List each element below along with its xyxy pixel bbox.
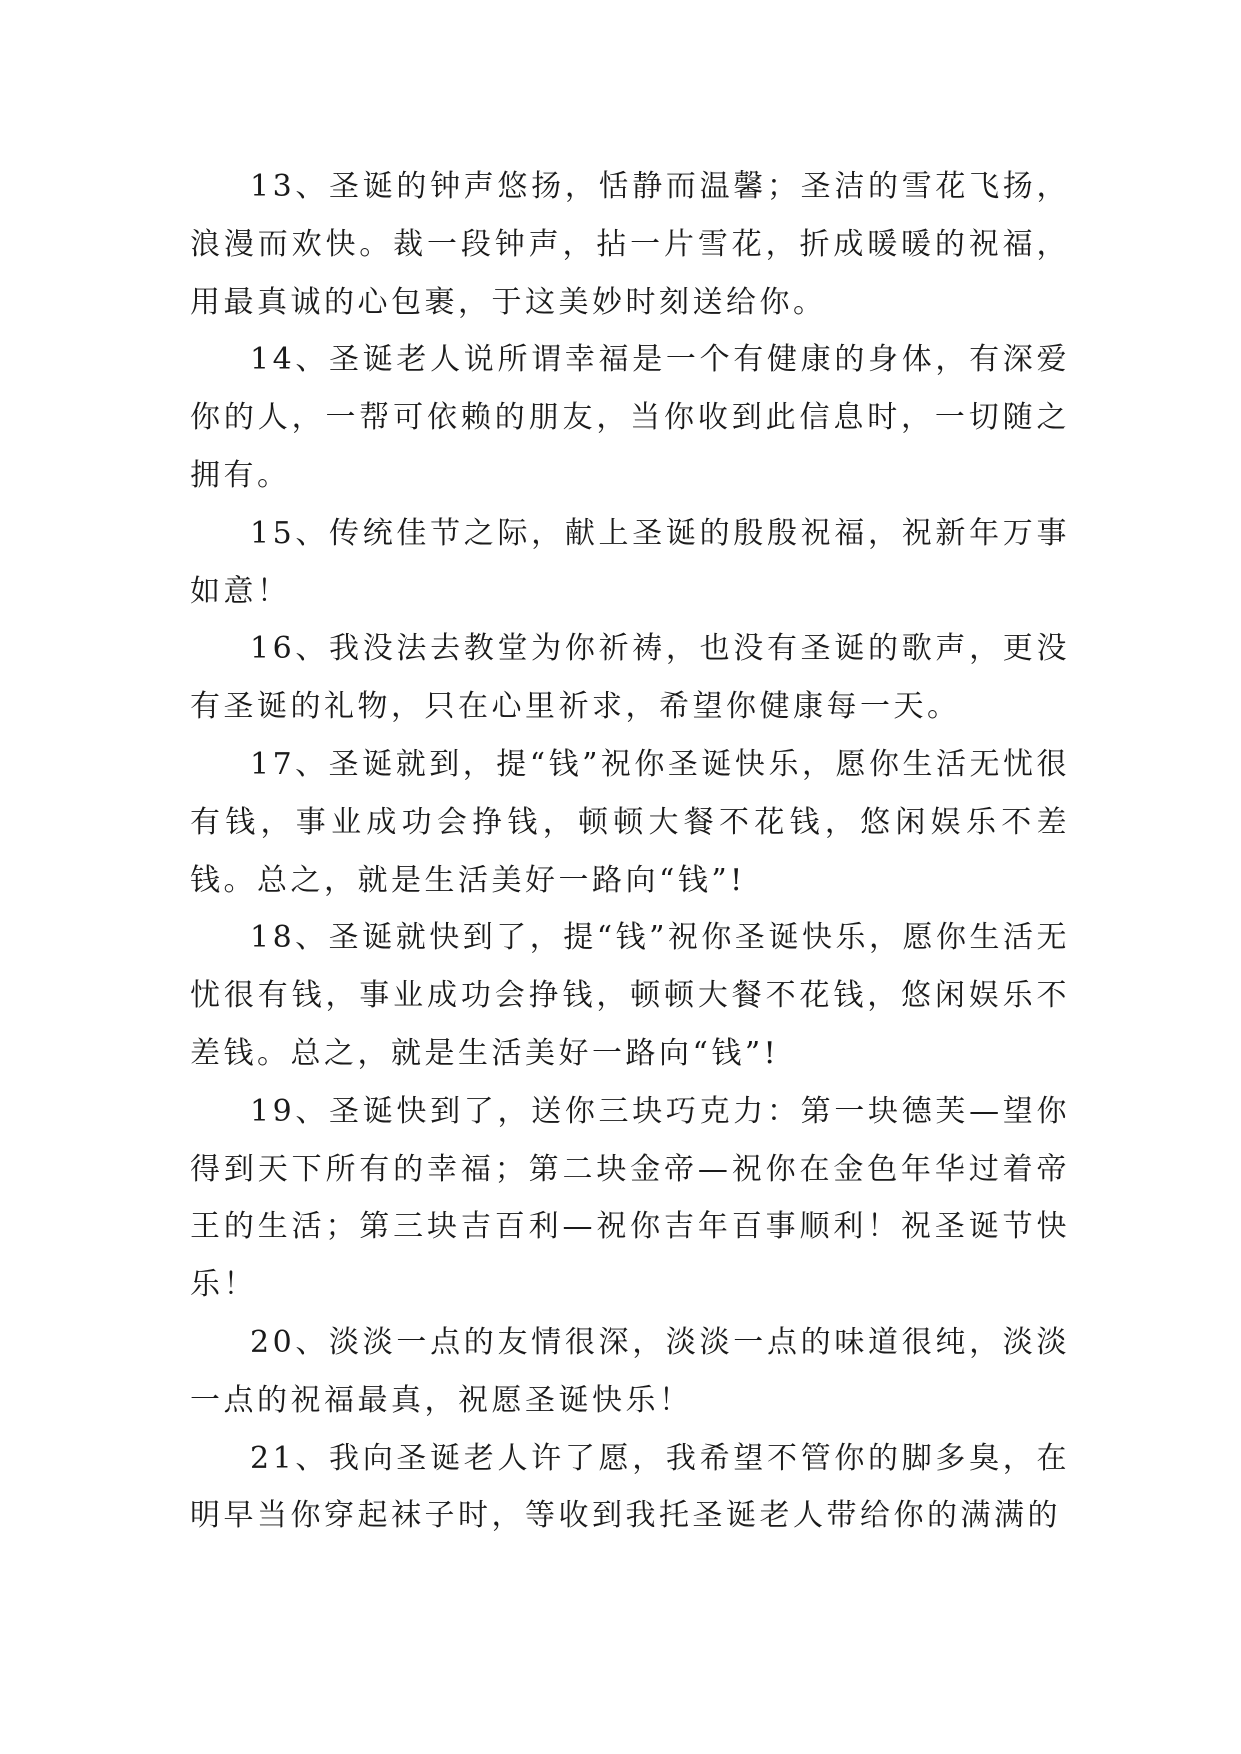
paragraph-19: 19、圣诞快到了，送你三块巧克力：第一块德芙—望你得到天下所有的幸福；第二块金帝—祝你在金色年华过着帝王的生活；第三块吉百利—祝你吉年百事顺利！祝圣诞节快乐！ [190,1093,1070,1303]
paragraph-13: 13、圣诞的钟声悠扬，恬静而温馨；圣洁的雪花飞扬，浪漫而欢快。裁一段钟声，拈一片雪花，折成暖暖的祝福，用最真诚的心包裹，于这美妙时刻送给你。 [190,169,1070,320]
paragraph-17: 17、圣诞就到，提“钱”祝你圣诞快乐，愿你生活无忧很有钱，事业成功会挣钱，顿顿大餐不花钱，悠闲娱乐不差钱。总之，就是生活美好一路向“钱”! [190,746,1070,898]
paragraph-16: 16、我没法去教堂为你祈祷，也没有圣诞的歌声，更没有圣诞的礼物，只在心里祈求，希望你健康每一天。 [190,631,1070,725]
paragraph-14: 14、圣诞老人说所谓幸福是一个有健康的身体，有深爱你的人，一帮可依赖的朋友，当你收到此信息时，一切随之拥有。 [190,342,1070,493]
paragraph-21: 21、我向圣诞老人许了愿，我希望不管你的脚多臭，在明早当你穿起袜子时，等收到我托圣诞老人带给你的满满的 [190,1440,1070,1534]
paragraph-20: 20、淡淡一点的友情很深，淡淡一点的味道很纯，淡淡一点的祝福最真，祝愿圣诞快乐！ [190,1324,1070,1418]
paragraph-18: 18、圣诞就快到了，提“钱”祝你圣诞快乐，愿你生活无忧很有钱，事业成功会挣钱，顿顿大餐不花钱，悠闲娱乐不差钱。总之，就是生活美好一路向“钱”! [190,920,1070,1071]
document-body [190,158,1070,1545]
paragraph-15: 15、传统佳节之际，献上圣诞的殷殷祝福，祝新年万事如意！ [190,515,1070,609]
